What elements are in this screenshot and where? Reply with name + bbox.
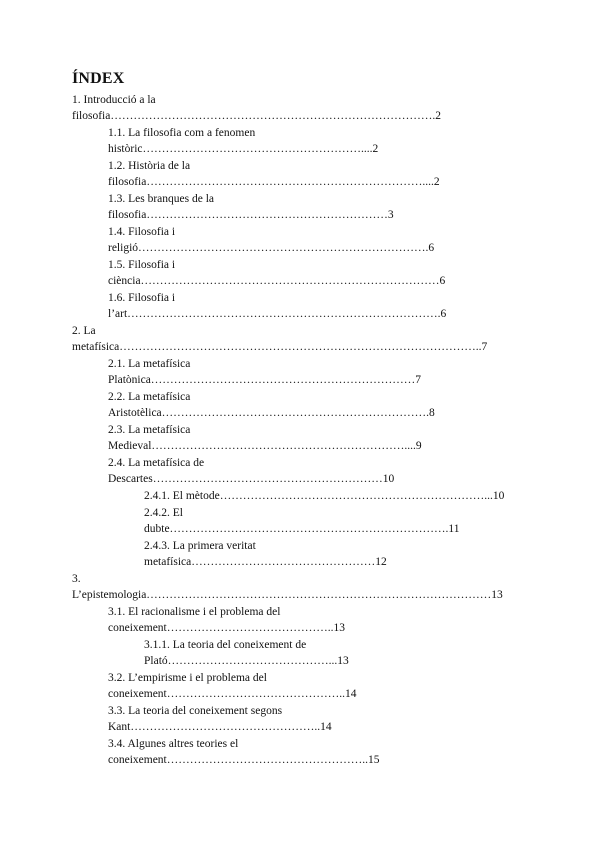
toc-entry-2-4-3-page: metafísica…………………………………………12 (144, 556, 387, 568)
toc-entry-2-4-2-page: dubte……………………………………………………………….11 (144, 523, 460, 535)
toc-entry-2-2-page: Aristotèlica…………………………………………………………….8 (108, 407, 435, 419)
toc-entry-2-heading: 2. La (72, 325, 96, 337)
toc-entry-3-4-page: coneixement……………………………………………..15 (108, 754, 380, 766)
toc-entry-1-2-page: filosofia………………………………………………………………....2 (108, 176, 440, 188)
toc-entry-2-3-heading: 2.3. La metafísica (108, 424, 191, 436)
toc-entry-1-6-heading: 1.6. Filosofia i (108, 292, 176, 304)
toc-entry-2-4-heading: 2.4. La metafísica de (108, 457, 205, 469)
toc-entry-1-3-page: filosofia………………………………………………………3 (108, 209, 394, 221)
toc-entry-2-1-heading: 2.1. La metafísica (108, 358, 191, 370)
toc-entry-3-1-heading: 3.1. El racionalisme i el problema del (108, 606, 281, 618)
toc-entry-1-1-page: històric…………………………………………………....2 (108, 143, 379, 155)
toc-entry-2-2-heading: 2.2. La metafísica (108, 391, 191, 403)
toc-entry-1-page: filosofia………………………………………………………………………….2 (72, 110, 441, 122)
toc-entry-2-4-2-heading: 2.4.2. El (144, 507, 183, 519)
toc-entry-2-page: metafísica…………………………………………………………………………………..7 (72, 341, 488, 353)
index-title: ÍNDEX (72, 70, 125, 87)
toc-entry-1-6-page: l’art……………………………………………………………………….6 (108, 308, 447, 320)
toc-entry-2-4-1: 2.4.1. El mètode……………………………………………………………...10 (144, 490, 505, 502)
toc-entry-1-heading: 1. Introducció a la (72, 94, 156, 106)
toc-entry-1-3-heading: 1.3. Les branques de la (108, 193, 215, 205)
toc-entry-1-5-page: ciència……………………………………………………………………6 (108, 275, 446, 287)
toc-entry-3-heading: 3. (72, 573, 81, 585)
toc-entry-3-4-heading: 3.4. Algunes altres teories el (108, 738, 239, 750)
toc-entry-3-1-1-page: Plató……………………………………...13 (144, 655, 349, 667)
toc-entry-3-2-page: coneixement………………………………………..14 (108, 688, 357, 700)
toc-entry-3-1-page: coneixement……………………………………..13 (108, 622, 346, 634)
toc-entry-3-2-heading: 3.2. L’empirisme i el problema del (108, 672, 267, 684)
toc-entry-1-2-heading: 1.2. Història de la (108, 160, 191, 172)
toc-entry-3-3-page: Kant…………………………………………..14 (108, 721, 332, 733)
toc-entry-2-3-page: Medieval…………………………………………………………....9 (108, 440, 422, 452)
toc-entry-2-4-page: Descartes……………………………………………………10 (108, 473, 395, 485)
toc-entry-1-4-heading: 1.4. Filosofia i (108, 226, 176, 238)
toc-entry-3-page: L’epistemologia………………………………………………………………………………13 (72, 589, 503, 601)
toc-entry-3-1-1-heading: 3.1.1. La teoria del coneixement de (144, 639, 307, 651)
toc-entry-1-1-heading: 1.1. La filosofia com a fenomen (108, 127, 256, 139)
toc-entry-1-5-heading: 1.5. Filosofia i (108, 259, 176, 271)
toc-entry-3-3-heading: 3.3. La teoria del coneixement segons (108, 705, 283, 717)
toc-entry-2-4-3-heading: 2.4.3. La primera veritat (144, 540, 256, 552)
toc-entry-2-1-page: Platònica……………………………………………………………7 (108, 374, 422, 386)
toc-entry-1-4-page: religió………………………………………………………………….6 (108, 242, 435, 254)
